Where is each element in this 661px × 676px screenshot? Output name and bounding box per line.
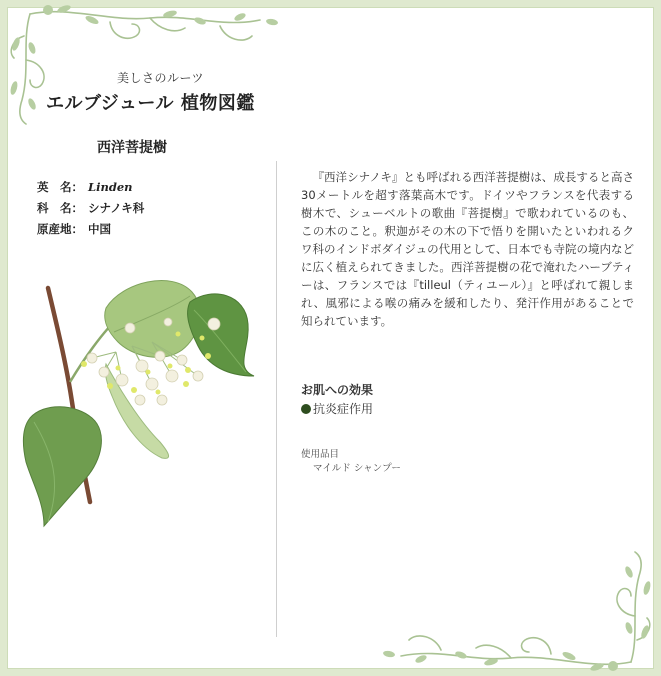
- info-row-english-name: [37, 179, 144, 200]
- skin-effect-text: 抗炎症作用: [313, 402, 374, 416]
- origin-label: 原産地：: [37, 222, 83, 236]
- products-heading: 使用品目: [301, 449, 340, 460]
- plant-description: 『西洋シナノキ』とも呼ばれる西洋菩提樹は、成長すると高さ30メートルを超す落葉高木です。ドイツやフランスを代表する樹木で、シューベルトの歌曲『菩提樹』で歌われているのも、この木のこと。釈迦がその木の下で悟りを開いたといわれるクワ科のインドボダイジュの代用として、日本でも寺院の境内などに広く植えられてきました。西洋菩提樹の花で淹れたハーブティーは、フランスでは『tilleul（ティユール）』と呼ばれて親しまれ、風邪による喉の痛みを緩和したり、発汗作用があることで知られています。: [301, 170, 634, 328]
- origin-value: 中国: [88, 222, 111, 236]
- column-divider: [276, 161, 277, 637]
- family-value: シナノキ科: [88, 201, 145, 215]
- page-title: エルブジュール 植物図鑑: [46, 93, 255, 114]
- family-label: 科 名：: [37, 201, 83, 215]
- english-name-value: Linden: [88, 180, 133, 194]
- info-row-origin: [37, 221, 144, 242]
- linden-branch-illustration-icon: [22, 272, 262, 532]
- skin-effects-heading: お肌への効果: [301, 383, 374, 397]
- filled-circle-bullet-icon: [301, 404, 311, 414]
- plant-name-heading: 西洋菩提樹: [97, 140, 167, 156]
- info-row-family: [37, 200, 144, 221]
- skin-effect-item: [301, 400, 373, 417]
- page-subtitle: 美しさのルーツ: [117, 71, 205, 85]
- vine-ornament-bottom-right-icon: [361, 551, 661, 676]
- english-name-label: 英 名：: [37, 180, 83, 194]
- product-item: マイルド シャンプー: [313, 463, 401, 474]
- plant-info-list: [37, 179, 144, 242]
